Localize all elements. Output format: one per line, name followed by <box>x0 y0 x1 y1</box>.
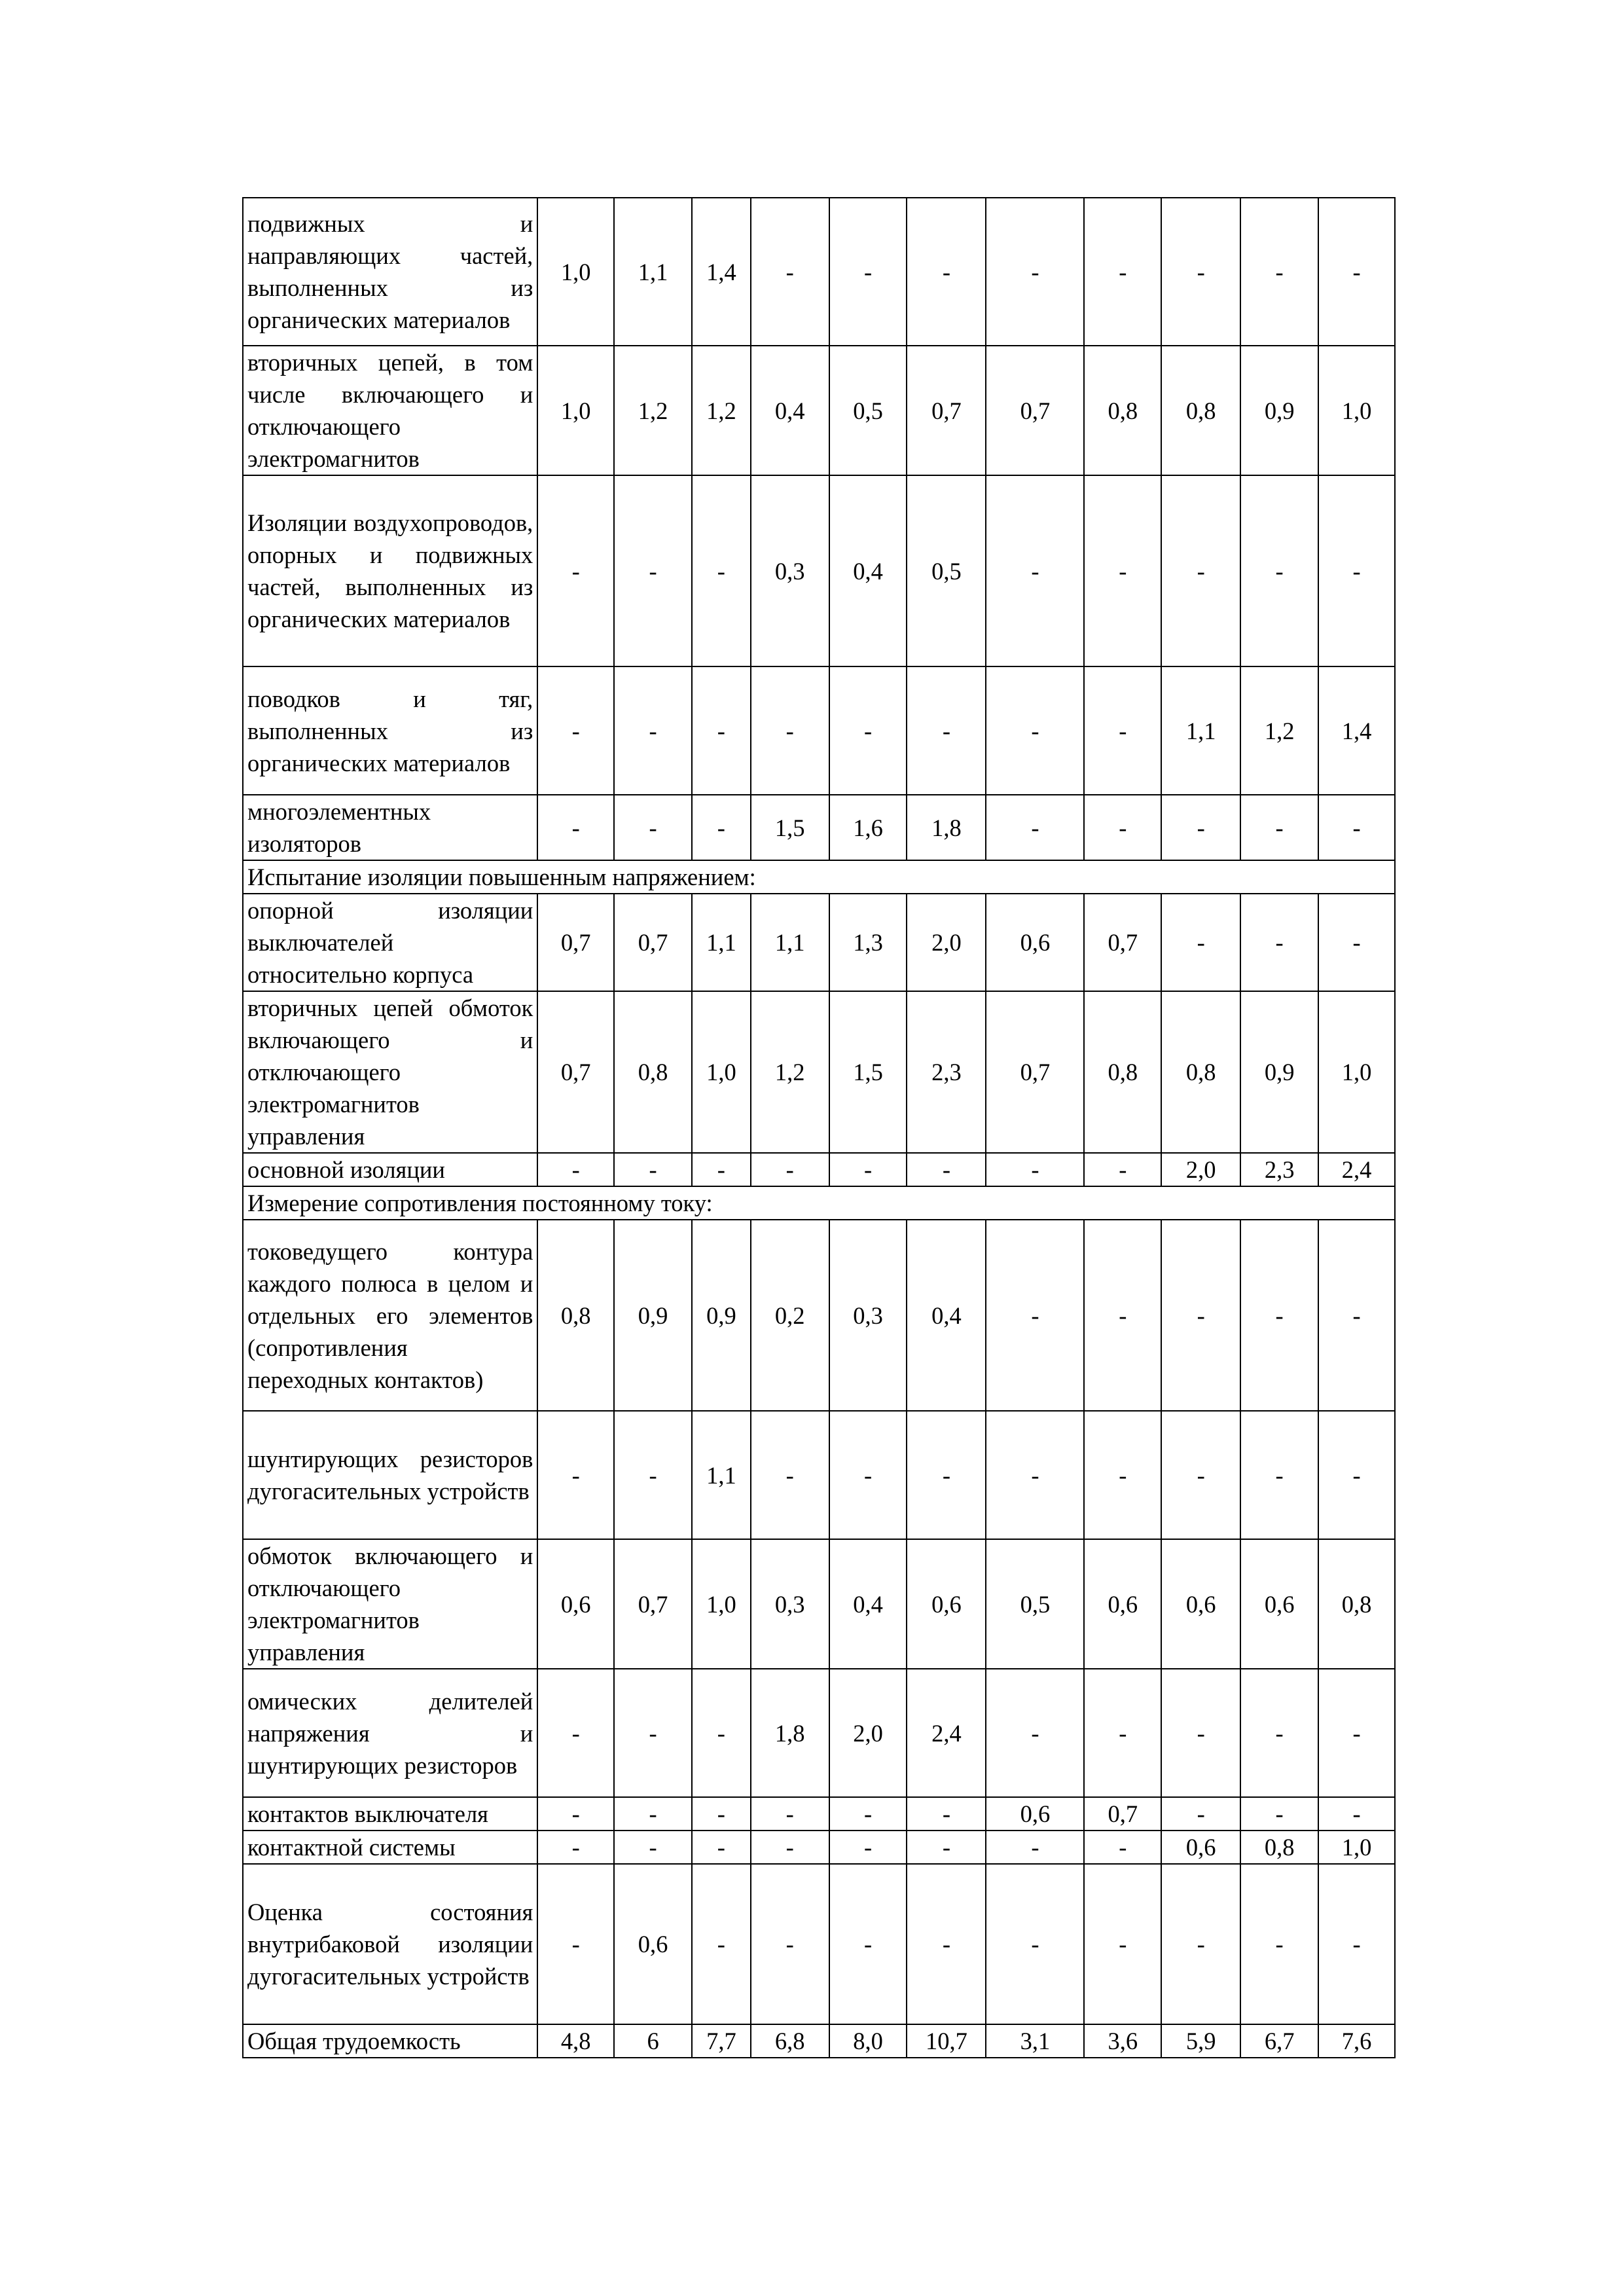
table-body <box>243 198 1395 2058</box>
value-cell: - <box>1318 894 1395 991</box>
value-cell: - <box>986 1864 1084 2024</box>
value-cell: - <box>692 666 751 795</box>
row-label: обмоток включающего и отключающего электромагнитов управления <box>243 1539 537 1669</box>
value-cell: 0,3 <box>751 475 829 666</box>
value-cell: - <box>614 666 692 795</box>
value-cell: 0,7 <box>986 346 1084 475</box>
value-cell: 0,6 <box>1161 1831 1240 1864</box>
row-label: вторичных цепей, в том числе включающего и отключающего электромагнитов <box>243 346 537 475</box>
section-header-label: Измерение сопротивления постоянному току: <box>243 1186 1395 1220</box>
value-cell: 0,5 <box>829 346 907 475</box>
value-cell: - <box>1161 1411 1240 1539</box>
value-cell: - <box>1240 795 1318 860</box>
section-header-row <box>243 1186 1395 1220</box>
value-cell: 2,0 <box>1161 1153 1240 1186</box>
value-cell: 1,2 <box>614 346 692 475</box>
value-cell: - <box>829 1864 907 2024</box>
table-row <box>243 795 1395 860</box>
value-cell: 1,5 <box>751 795 829 860</box>
value-cell: 1,3 <box>829 894 907 991</box>
value-cell: - <box>1240 475 1318 666</box>
row-label: опорной изоляции выключателей относительно корпуса <box>243 894 537 991</box>
value-cell: 1,4 <box>1318 666 1395 795</box>
value-cell: - <box>1318 795 1395 860</box>
row-label: Изоляции воздухопроводов, опорных и подвижных частей, выполненных из органических материалов <box>243 475 537 666</box>
value-cell: 1,6 <box>829 795 907 860</box>
value-cell: - <box>751 1831 829 1864</box>
value-cell: - <box>1084 795 1161 860</box>
value-cell: - <box>692 795 751 860</box>
value-cell: - <box>692 1669 751 1797</box>
value-cell: 0,6 <box>1161 1539 1240 1669</box>
value-cell: - <box>692 1153 751 1186</box>
value-cell: 2,3 <box>1240 1153 1318 1186</box>
row-label: поводков и тяг, выполненных из органических материалов <box>243 666 537 795</box>
value-cell: 0,5 <box>986 1539 1084 1669</box>
value-cell: 2,0 <box>829 1669 907 1797</box>
value-cell: 1,2 <box>751 991 829 1153</box>
value-cell: - <box>537 1153 614 1186</box>
value-cell: - <box>986 795 1084 860</box>
value-cell: - <box>1084 1153 1161 1186</box>
table-row <box>243 2024 1395 2058</box>
value-cell: 0,6 <box>907 1539 986 1669</box>
table-row <box>243 1539 1395 1669</box>
value-cell: - <box>751 1797 829 1831</box>
value-cell: - <box>1084 475 1161 666</box>
value-cell: - <box>1240 1864 1318 2024</box>
section-header-row <box>243 860 1395 894</box>
row-label: контактной системы <box>243 1831 537 1864</box>
value-cell: - <box>1084 1831 1161 1864</box>
row-label: основной изоляции <box>243 1153 537 1186</box>
value-cell: 3,1 <box>986 2024 1084 2058</box>
value-cell: 0,7 <box>537 991 614 1153</box>
value-cell: - <box>537 1831 614 1864</box>
labor-intensity-table <box>242 197 1396 2058</box>
value-cell: 0,2 <box>751 1220 829 1411</box>
value-cell: 0,7 <box>907 346 986 475</box>
value-cell: - <box>537 475 614 666</box>
value-cell: - <box>1318 198 1395 346</box>
table-row <box>243 346 1395 475</box>
value-cell: - <box>614 795 692 860</box>
row-label: Оценка состояния внутрибаковой изоляции дугогасительных устройств <box>243 1864 537 2024</box>
table-row <box>243 198 1395 346</box>
value-cell: - <box>751 666 829 795</box>
table-row <box>243 1797 1395 1831</box>
value-cell: 0,9 <box>614 1220 692 1411</box>
value-cell: - <box>829 1153 907 1186</box>
value-cell: - <box>751 1411 829 1539</box>
value-cell: 6,8 <box>751 2024 829 2058</box>
value-cell: - <box>1084 198 1161 346</box>
value-cell: 0,7 <box>614 1539 692 1669</box>
value-cell: 1,5 <box>829 991 907 1153</box>
value-cell: - <box>751 1153 829 1186</box>
value-cell: - <box>986 1153 1084 1186</box>
value-cell: 1,1 <box>614 198 692 346</box>
section-header-label: Испытание изоляции повышенным напряжением: <box>243 860 1395 894</box>
value-cell: 1,0 <box>537 198 614 346</box>
value-cell: - <box>1084 1220 1161 1411</box>
value-cell: 0,8 <box>537 1220 614 1411</box>
value-cell: - <box>1318 1797 1395 1831</box>
value-cell: 1,0 <box>537 346 614 475</box>
value-cell: 6 <box>614 2024 692 2058</box>
value-cell: 4,8 <box>537 2024 614 2058</box>
table-row <box>243 991 1395 1153</box>
row-label: подвижных и направляющих частей, выполненных из органических материалов <box>243 198 537 346</box>
value-cell: - <box>907 198 986 346</box>
value-cell: 1,2 <box>692 346 751 475</box>
table-row <box>243 894 1395 991</box>
value-cell: 3,6 <box>1084 2024 1161 2058</box>
value-cell: - <box>751 1864 829 2024</box>
value-cell: - <box>1161 198 1240 346</box>
value-cell: 5,9 <box>1161 2024 1240 2058</box>
value-cell: - <box>537 1864 614 2024</box>
value-cell: - <box>1161 894 1240 991</box>
table-row <box>243 666 1395 795</box>
value-cell: 0,8 <box>1084 991 1161 1153</box>
value-cell: 0,6 <box>986 1797 1084 1831</box>
value-cell: - <box>1240 1669 1318 1797</box>
row-label: шунтирующих резисторов дугогасительных устройств <box>243 1411 537 1539</box>
value-cell: - <box>907 666 986 795</box>
value-cell: 8,0 <box>829 2024 907 2058</box>
value-cell: 1,8 <box>907 795 986 860</box>
value-cell: - <box>1084 1864 1161 2024</box>
value-cell: - <box>1161 1220 1240 1411</box>
value-cell: - <box>1318 475 1395 666</box>
value-cell: 1,0 <box>1318 991 1395 1153</box>
value-cell: 0,6 <box>1084 1539 1161 1669</box>
table-row <box>243 1220 1395 1411</box>
value-cell: - <box>614 1669 692 1797</box>
value-cell: 0,7 <box>1084 1797 1161 1831</box>
value-cell: - <box>614 1411 692 1539</box>
value-cell: 1,0 <box>1318 346 1395 475</box>
row-label: токоведущего контура каждого полюса в целом и отдельных его элементов (сопротивления переходных контактов) <box>243 1220 537 1411</box>
value-cell: - <box>1161 1797 1240 1831</box>
value-cell: - <box>907 1411 986 1539</box>
value-cell: - <box>537 1411 614 1539</box>
value-cell: - <box>986 1831 1084 1864</box>
value-cell: 0,6 <box>537 1539 614 1669</box>
value-cell: 0,4 <box>907 1220 986 1411</box>
value-cell: 0,7 <box>1084 894 1161 991</box>
table-row <box>243 475 1395 666</box>
value-cell: 10,7 <box>907 2024 986 2058</box>
value-cell: 0,8 <box>1161 346 1240 475</box>
row-label: Общая трудоемкость <box>243 2024 537 2058</box>
value-cell: 0,8 <box>1318 1539 1395 1669</box>
value-cell: - <box>692 475 751 666</box>
value-cell: - <box>751 198 829 346</box>
table-row <box>243 1411 1395 1539</box>
value-cell: 0,9 <box>692 1220 751 1411</box>
value-cell: - <box>1318 1864 1395 2024</box>
value-cell: 0,7 <box>614 894 692 991</box>
value-cell: - <box>614 1153 692 1186</box>
value-cell: 2,3 <box>907 991 986 1153</box>
value-cell: 6,7 <box>1240 2024 1318 2058</box>
value-cell: 1,0 <box>1318 1831 1395 1864</box>
value-cell: 2,4 <box>907 1669 986 1797</box>
value-cell: - <box>1240 1797 1318 1831</box>
value-cell: - <box>1161 795 1240 860</box>
value-cell: 0,9 <box>1240 991 1318 1153</box>
value-cell: 0,8 <box>1240 1831 1318 1864</box>
value-cell: 1,1 <box>692 894 751 991</box>
value-cell: 2,0 <box>907 894 986 991</box>
value-cell: - <box>692 1797 751 1831</box>
value-cell: - <box>907 1797 986 1831</box>
value-cell: 0,4 <box>829 1539 907 1669</box>
value-cell: - <box>1161 475 1240 666</box>
value-cell: - <box>614 1831 692 1864</box>
value-cell: - <box>537 666 614 795</box>
value-cell: 0,6 <box>986 894 1084 991</box>
value-cell: - <box>986 1669 1084 1797</box>
value-cell: 0,6 <box>614 1864 692 2024</box>
value-cell: - <box>986 666 1084 795</box>
value-cell: - <box>692 1831 751 1864</box>
value-cell: - <box>986 475 1084 666</box>
value-cell: - <box>986 198 1084 346</box>
value-cell: 0,3 <box>751 1539 829 1669</box>
table-row <box>243 1831 1395 1864</box>
value-cell: 1,8 <box>751 1669 829 1797</box>
value-cell: - <box>986 1411 1084 1539</box>
value-cell: 1,1 <box>751 894 829 991</box>
value-cell: - <box>1084 1669 1161 1797</box>
value-cell: 2,4 <box>1318 1153 1395 1186</box>
value-cell: 0,5 <box>907 475 986 666</box>
value-cell: 1,2 <box>1240 666 1318 795</box>
value-cell: - <box>907 1153 986 1186</box>
value-cell: - <box>986 1220 1084 1411</box>
value-cell: 1,1 <box>692 1411 751 1539</box>
value-cell: 7,7 <box>692 2024 751 2058</box>
row-label: контактов выключателя <box>243 1797 537 1831</box>
value-cell: 0,9 <box>1240 346 1318 475</box>
value-cell: 0,8 <box>1084 346 1161 475</box>
value-cell: 0,3 <box>829 1220 907 1411</box>
value-cell: - <box>1318 1411 1395 1539</box>
row-label: вторичных цепей обмоток включающего и отключающего электромагнитов управления <box>243 991 537 1153</box>
value-cell: - <box>614 475 692 666</box>
value-cell: - <box>537 795 614 860</box>
row-label: многоэлементных изоляторов <box>243 795 537 860</box>
value-cell: - <box>1240 198 1318 346</box>
table-row <box>243 1864 1395 2024</box>
value-cell: - <box>1240 894 1318 991</box>
value-cell: 1,4 <box>692 198 751 346</box>
value-cell: 1,0 <box>692 991 751 1153</box>
value-cell: - <box>1318 1669 1395 1797</box>
value-cell: 0,4 <box>751 346 829 475</box>
value-cell: - <box>829 1831 907 1864</box>
value-cell: - <box>1318 1220 1395 1411</box>
value-cell: 1,0 <box>692 1539 751 1669</box>
value-cell: 0,8 <box>1161 991 1240 1153</box>
value-cell: 0,8 <box>614 991 692 1153</box>
value-cell: 0,7 <box>537 894 614 991</box>
value-cell: - <box>537 1669 614 1797</box>
value-cell: - <box>829 1797 907 1831</box>
value-cell: - <box>692 1864 751 2024</box>
value-cell: - <box>537 1797 614 1831</box>
table-row <box>243 1669 1395 1797</box>
value-cell: - <box>1161 1864 1240 2024</box>
table-row <box>243 1153 1395 1186</box>
value-cell: - <box>907 1831 986 1864</box>
value-cell: - <box>1240 1220 1318 1411</box>
value-cell: - <box>829 666 907 795</box>
value-cell: - <box>614 1797 692 1831</box>
value-cell: 0,7 <box>986 991 1084 1153</box>
value-cell: - <box>907 1864 986 2024</box>
value-cell: 0,4 <box>829 475 907 666</box>
value-cell: - <box>829 198 907 346</box>
value-cell: 0,6 <box>1240 1539 1318 1669</box>
value-cell: - <box>1161 1669 1240 1797</box>
value-cell: - <box>1084 1411 1161 1539</box>
value-cell: 1,1 <box>1161 666 1240 795</box>
value-cell: - <box>1084 666 1161 795</box>
value-cell: - <box>829 1411 907 1539</box>
value-cell: - <box>1240 1411 1318 1539</box>
row-label: омических делителей напряжения и шунтирующих резисторов <box>243 1669 537 1797</box>
value-cell: 7,6 <box>1318 2024 1395 2058</box>
